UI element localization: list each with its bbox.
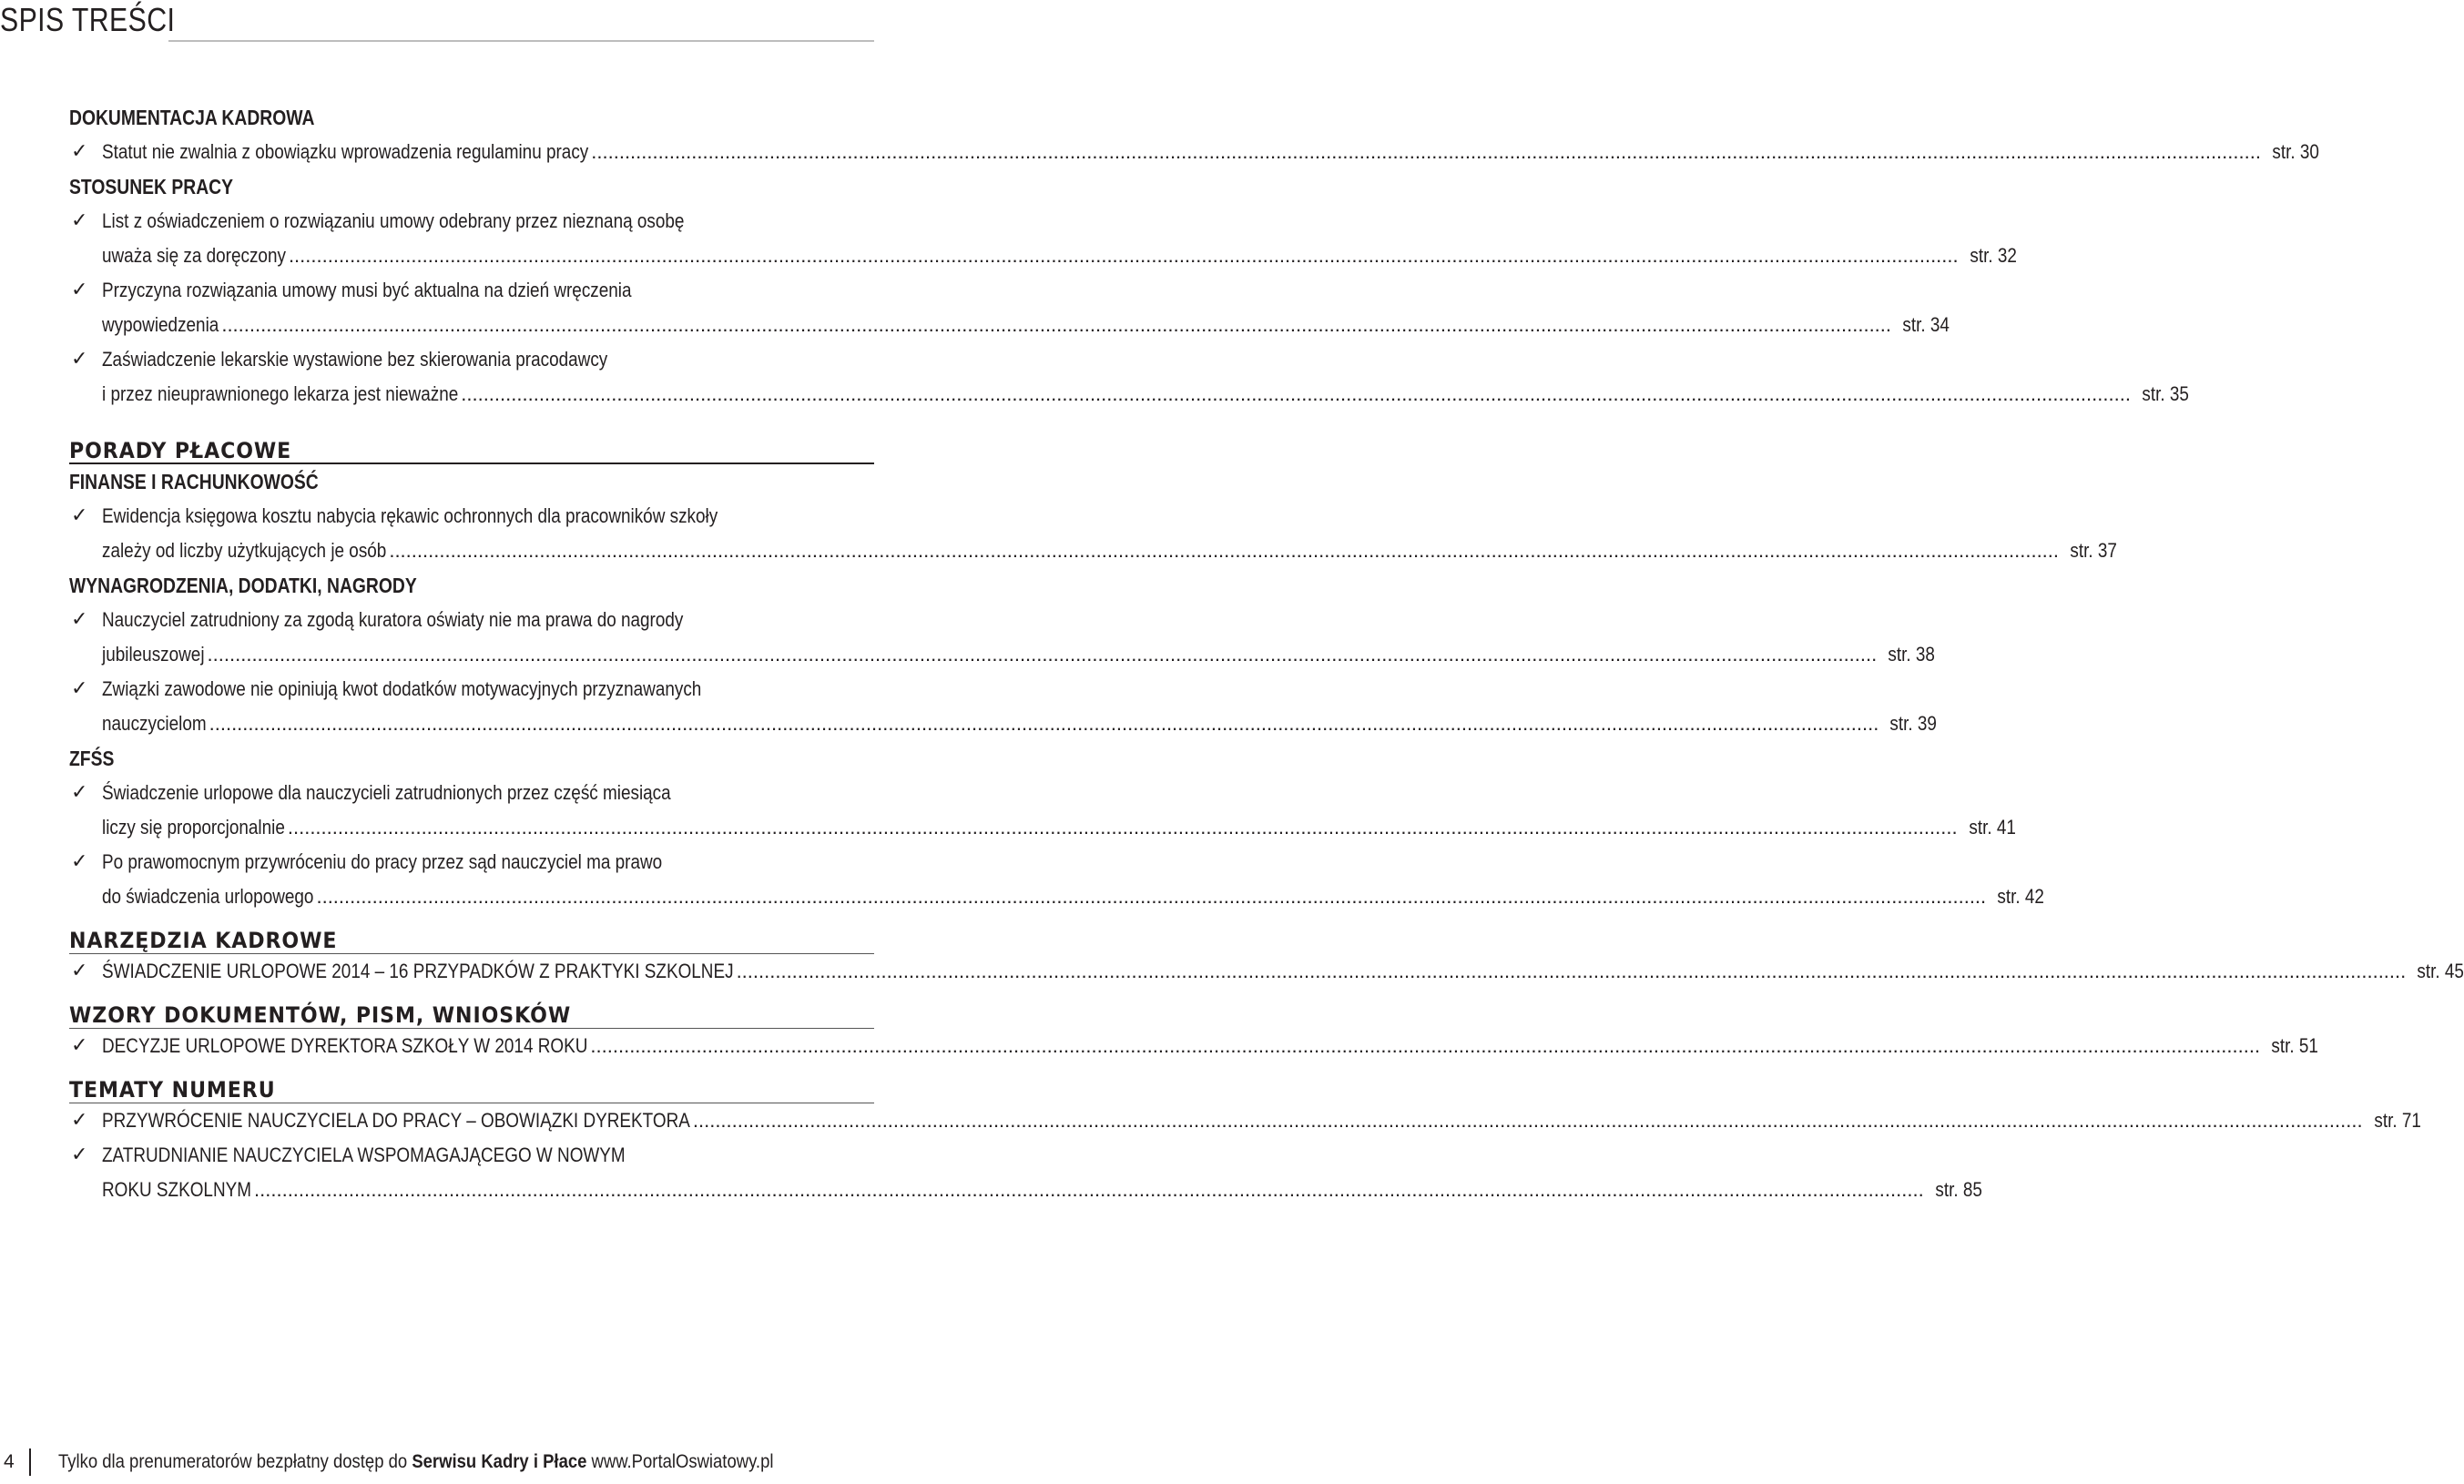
toc-entry[interactable] [69,273,1950,342]
toc-entry-line [102,845,874,879]
checkmark-icon: ✓ [71,209,88,232]
toc-entry[interactable] [69,342,2189,412]
toc-entry-text: Ewidencja księgowa kosztu nabycia rękawic ochronnych dla pracowników szkoły [102,504,718,527]
toc-entry-text: liczy się proporcjonalnie [102,816,285,839]
toc-entry-text: ZATRUDNIANIE NAUCZYCIELA WSPOMAGAJĄCEGO W NOWYM [102,1143,626,1166]
major-section-heading [69,1063,874,1103]
toc-entry-text: zależy od liczby użytkujących je osób [102,539,387,562]
toc-entry-text: i przez nieuprawnionego lekarza jest nieważne [102,382,459,405]
footer-note [58,1451,773,1473]
toc-entry-text: DECYZJE URLOPOWE DYREKTORA SZKOŁY W 2014 ROKU [102,1034,588,1057]
section-heading: ZFŚS [69,747,115,770]
dot-leader: ............................................................................................................................................................................................................................................................................................................ [736,960,2407,982]
toc-entry[interactable] [69,499,2117,568]
toc-entry-text: PRZYWRÓCENIE NAUCZYCIELA DO PRACY – OBOWIĄZKI DYREKTORA [102,1109,690,1132]
dot-leader: ............................................................................................................................................................................................................................................................................................................ [221,313,1892,336]
page-reference: str. 34 [1902,313,1950,336]
toc-entry-line [102,637,1936,672]
major-section-heading [69,989,874,1029]
page-number: 4 [4,1451,15,1472]
toc-entry[interactable] [69,776,2016,845]
toc-entry-text: do świadczenia urlopowego [102,885,314,908]
toc-entry[interactable] [69,954,2464,989]
toc-entry[interactable] [69,204,2017,273]
major-section-heading [69,914,874,954]
toc-entry-line [102,776,874,810]
dot-leader: ............................................................................................................................................................................................................................................................................................................ [590,1034,2261,1057]
toc-entry-line [102,239,2017,273]
toc-entry-text: ROKU SZKOLNYM [102,1178,252,1201]
checkmark-icon: ✓ [71,1109,88,1132]
checkmark-icon: ✓ [71,850,88,873]
dot-leader: ............................................................................................................................................................................................................................................................................................................ [288,244,1959,267]
dot-leader: ............................................................................................................................................................................................................................................................................................................ [591,140,2261,163]
page-reference: str. 32 [1970,244,2017,267]
page-reference: str. 37 [2070,539,2117,562]
page-reference: str. 85 [1935,1178,1982,1201]
table-of-contents [69,100,2464,1207]
toc-entry-text: Zaświadczenie lekarskie wystawione bez skierowania pracodawcy [102,348,608,371]
toc-entry-text: Statut nie zwalnia z obowiązku wprowadzenia regulaminu pracy [102,140,589,163]
footer-text-after: www.PortalOswiatowy.pl [586,1451,774,1472]
toc-entry-line [102,377,2189,412]
toc-entry-line [102,534,2117,568]
page-footer [0,1444,874,1480]
dot-leader: ............................................................................................................................................................................................................................................................................................................ [207,643,1878,666]
dot-leader: ............................................................................................................................................................................................................................................................................................................ [692,1109,2363,1132]
toc-entry[interactable] [69,845,2045,914]
major-section-heading [69,424,874,464]
page-reference: str. 35 [2142,382,2189,405]
page-reference: str. 45 [2417,960,2464,982]
checkmark-icon: ✓ [71,960,88,982]
dot-leader: ............................................................................................................................................................................................................................................................................................................ [461,382,2131,405]
toc-entry-line [102,603,874,637]
checkmark-icon: ✓ [71,504,88,527]
toc-entry-text: ŚWIADCZENIE URLOPOWE 2014 – 16 PRZYPADKÓW Z PRAKTYKI SZKOLNEJ [102,960,734,982]
footer-service-name: Serwisu Kadry i Płace [412,1451,587,1472]
page-reference: str. 38 [1888,643,1936,666]
toc-entry[interactable] [69,672,1938,741]
checkmark-icon: ✓ [71,677,88,700]
checkmark-icon: ✓ [71,1034,88,1057]
checkmark-icon: ✓ [71,781,88,804]
toc-entry-line [102,1103,2421,1138]
toc-entry-line [102,1138,874,1173]
toc-entry-line [102,308,1950,342]
toc-entry-text: wypowiedzenia [102,313,219,336]
toc-entry-text: Przyczyna rozwiązania umowy musi być aktualna na dzień wręczenia [102,279,632,301]
toc-entry-line [102,342,874,377]
toc-entry[interactable] [69,1029,2319,1063]
toc-entry-line [102,204,874,239]
toc-entry-text: nauczycielom [102,712,207,735]
section-heading: WYNAGRODZENIA, DODATKI, NAGRODY [69,574,417,597]
toc-entry-line [102,499,874,534]
checkmark-icon: ✓ [71,279,88,301]
toc-entry-text: Po prawomocnym przywróceniu do pracy przez sąd nauczyciel ma prawo [102,850,663,873]
toc-entry-line [102,706,1938,741]
toc-entry-line [102,1173,1982,1207]
major-section-label: PORADY PŁACOWE [69,438,292,463]
toc-entry-line [102,672,874,706]
toc-entry[interactable] [69,1138,1982,1207]
page-reference: str. 71 [2373,1109,2421,1132]
toc-entry-line [102,810,2016,845]
page-reference: str. 51 [2271,1034,2319,1057]
title-rule [168,40,874,42]
toc-entry[interactable] [69,1103,2421,1138]
dot-leader: ............................................................................................................................................................................................................................................................................................................ [287,816,1958,839]
toc-entry-text: Związki zawodowe nie opiniują kwot dodatków motywacyjnych przyznawanych [102,677,702,700]
footer-divider [29,1448,31,1476]
toc-entry-line [102,879,2045,914]
toc-entry-line [102,135,2319,169]
toc-entry[interactable] [69,603,1936,672]
toc-entry-text: List z oświadczeniem o rozwiązaniu umowy odebrany przez nieznaną osobę [102,209,685,232]
major-section-label: WZORY DOKUMENTÓW, PISM, WNIOSKÓW [69,1002,572,1028]
toc-entry[interactable] [69,135,2319,169]
toc-entry-line [102,1029,2319,1063]
toc-entry-line [102,273,874,308]
page-reference: str. 42 [1997,885,2045,908]
toc-entry-text: Świadczenie urlopowe dla nauczycieli zatrudnionych przez część miesiąca [102,781,671,804]
toc-entry-text: Nauczyciel zatrudniony za zgodą kuratora oświaty nie ma prawa do nagrody [102,608,684,631]
toc-entry-text: uważa się za doręczony [102,244,286,267]
major-section-label: NARZĘDZIA KADROWE [69,928,338,953]
page-reference: str. 30 [2272,140,2319,163]
section-heading: STOSUNEK PRACY [69,175,233,198]
toc-entry-text: jubileuszowej [102,643,205,666]
section-heading: DOKUMENTACJA KADROWA [69,106,315,129]
dot-leader: ............................................................................................................................................................................................................................................................................................................ [389,539,2060,562]
checkmark-icon: ✓ [71,140,88,163]
dot-leader: ............................................................................................................................................................................................................................................................................................................ [254,1178,1924,1201]
dot-leader: ............................................................................................................................................................................................................................................................................................................ [209,712,1879,735]
page-title: SPIS TREŚCI [0,1,176,38]
checkmark-icon: ✓ [71,608,88,631]
major-section-label: TEMATY NUMERU [69,1077,276,1103]
checkmark-icon: ✓ [71,348,88,371]
dot-leader: ............................................................................................................................................................................................................................................................................................................ [316,885,1987,908]
toc-entry-line [102,954,2464,989]
checkmark-icon: ✓ [71,1143,88,1166]
page-reference: str. 39 [1889,712,1938,735]
page-reference: str. 41 [1968,816,2016,839]
section-heading: FINANSE I RACHUNKOWOŚĆ [69,470,319,493]
footer-text-before: Tylko dla prenumeratorów bezpłatny dostęp do [58,1451,412,1472]
